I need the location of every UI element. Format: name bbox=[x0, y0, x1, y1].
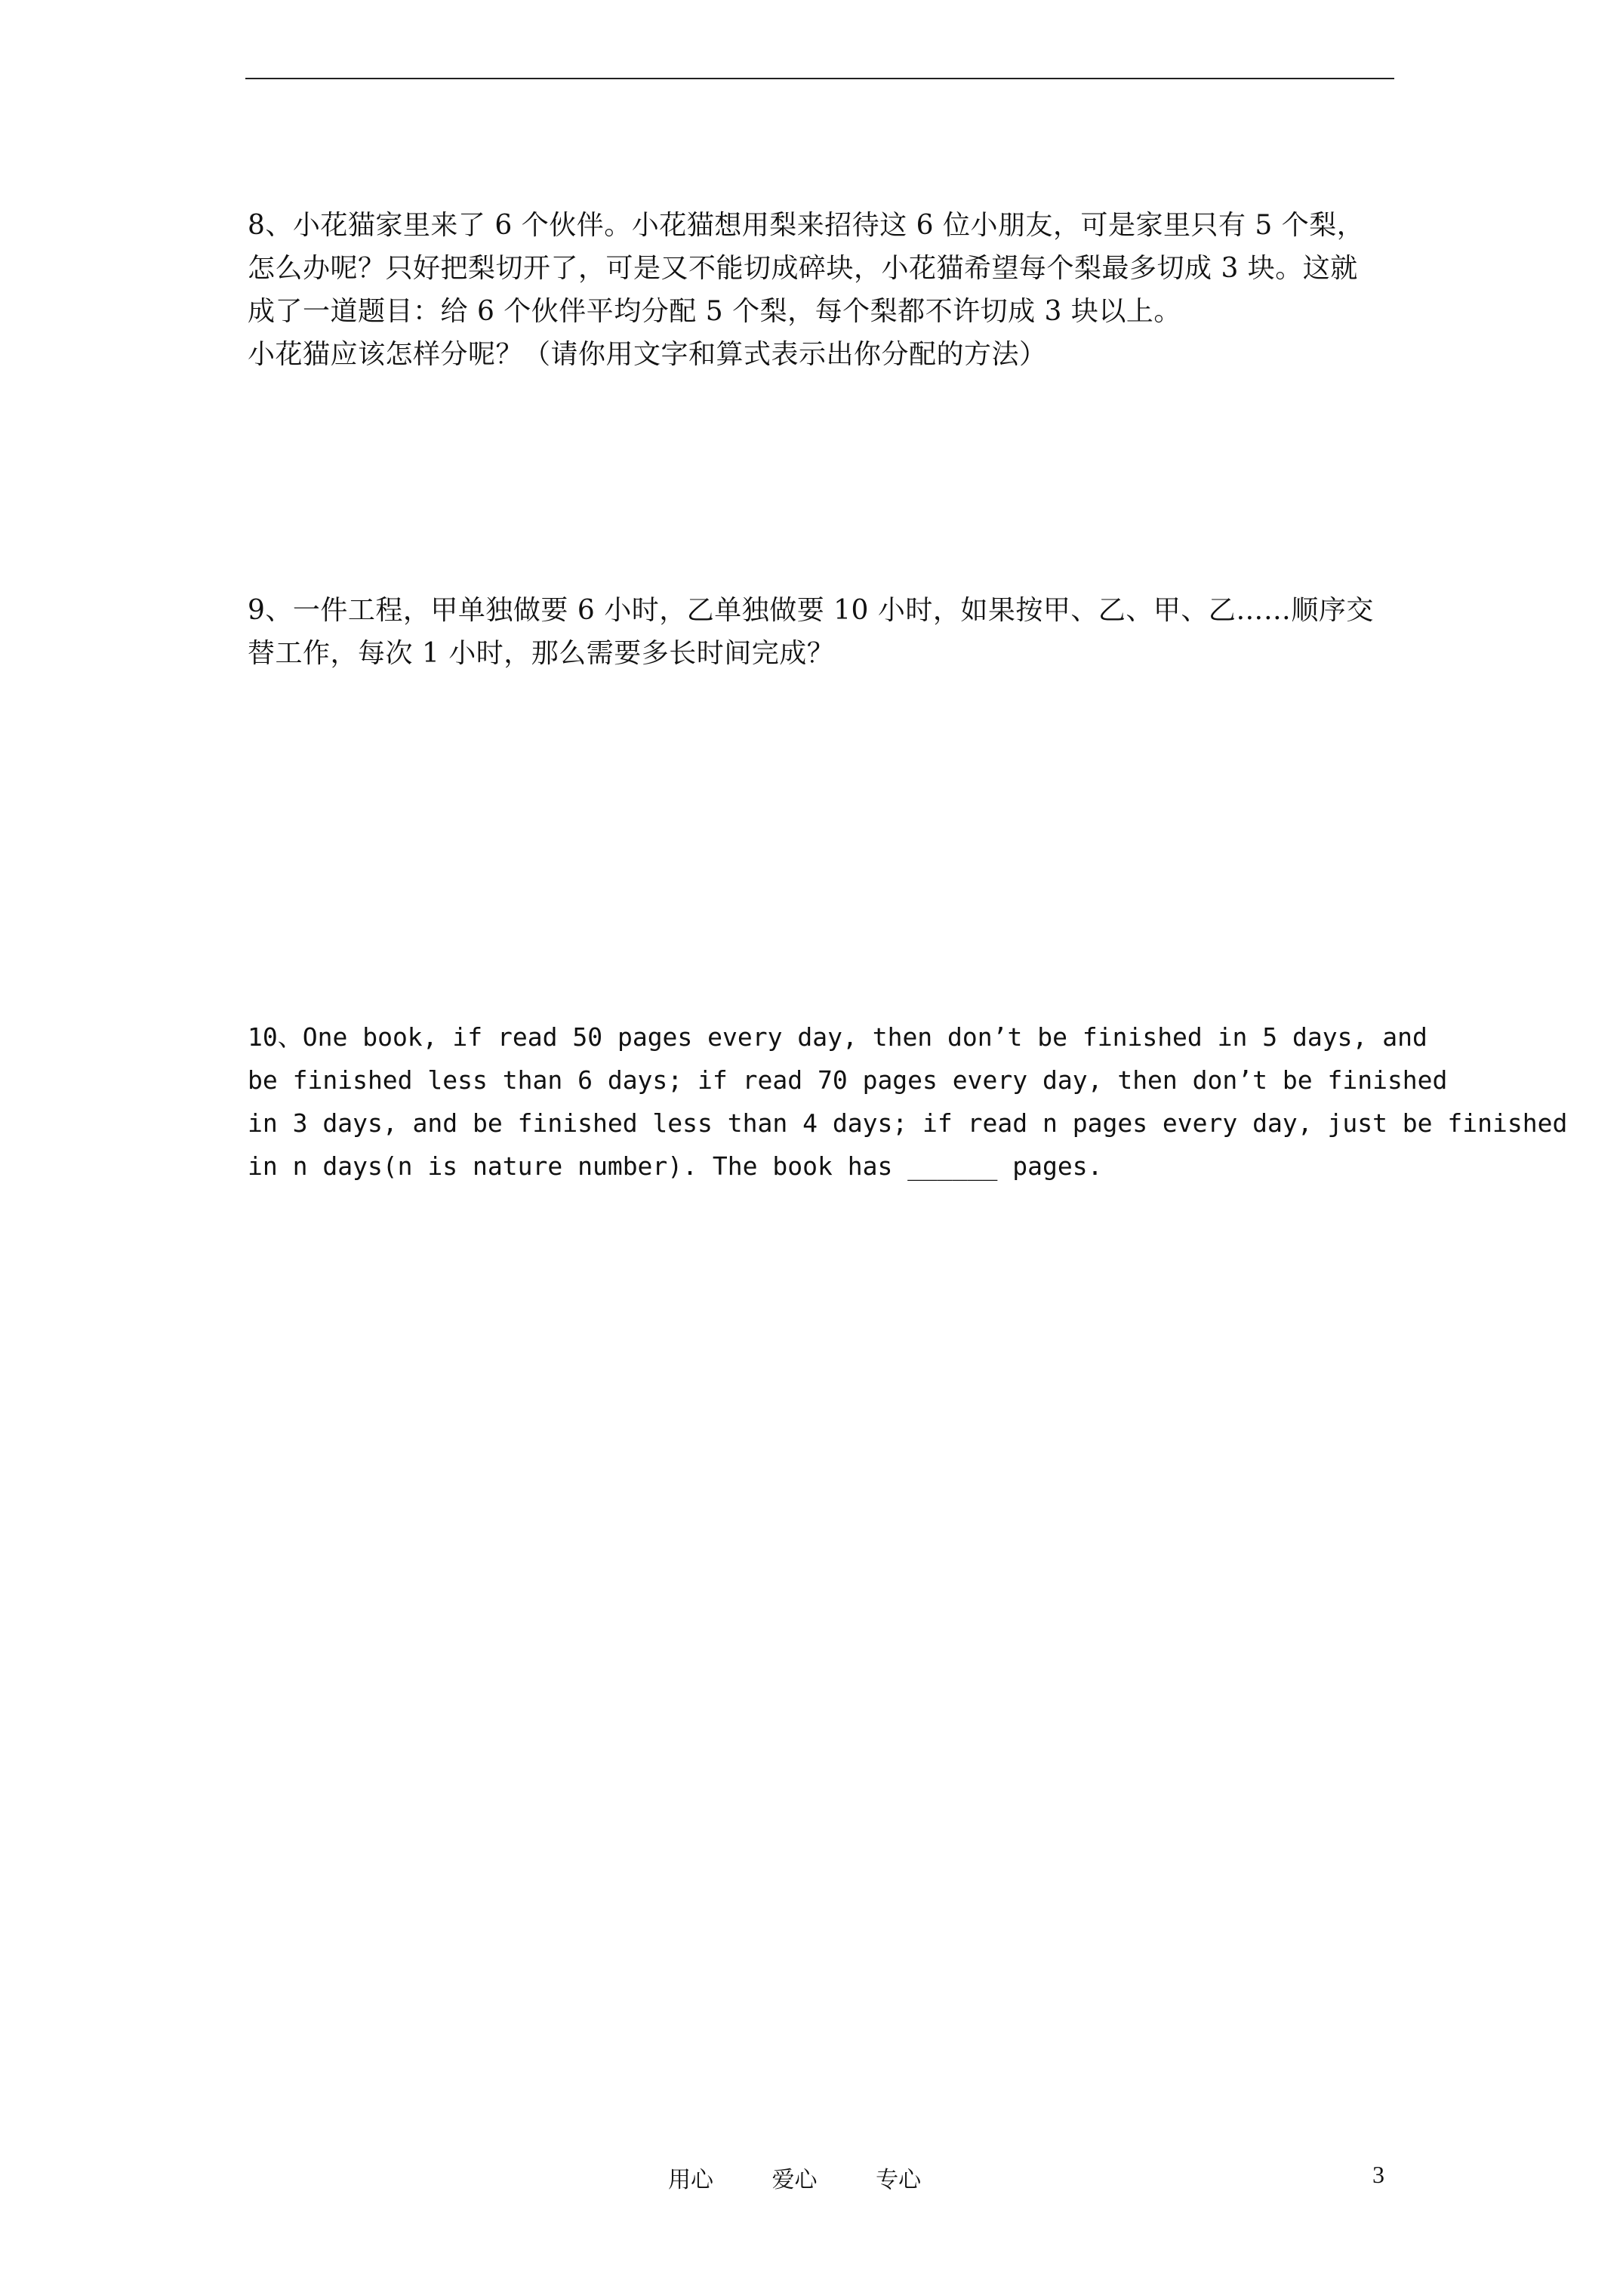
problem-line: 小花猫应该怎样分呢？（请你用文字和算式表示出你分配的方法） bbox=[248, 339, 1047, 370]
problem-10 bbox=[248, 1015, 1568, 1188]
problem-line: 9、一件工程，甲单独做要 6 小时，乙单独做要 10 小时，如果按甲、乙、甲、乙……顺序交 bbox=[248, 595, 1374, 626]
problem-9 bbox=[248, 589, 1395, 675]
problem-line: in 3 days, and be finished less than 4 days; if read n pages every day, just be finished bbox=[248, 1108, 1568, 1138]
footer-slogan-item: 爱心 bbox=[771, 2167, 818, 2193]
problem-line: 8、小花猫家里来了 6 个伙伴。小花猫想用梨来招待这 6 位小朋友，可是家里只有 5 个梨， bbox=[248, 210, 1365, 241]
footer-slogan-item: 专心 bbox=[876, 2167, 922, 2193]
header-rule bbox=[245, 78, 1394, 79]
footer-slogan-item: 用心 bbox=[668, 2167, 713, 2193]
footer-slogan bbox=[668, 2161, 972, 2194]
problem-line: 10、One book, if read 50 pages every day, then don’t be finished in 5 days, and bbox=[248, 1022, 1427, 1052]
page-number: 3 bbox=[1372, 2161, 1384, 2188]
problem-line: in n days(n is nature number). The book has ______ pages. bbox=[248, 1151, 1103, 1181]
problem-line: be finished less than 6 days; if read 70 pages every day, then don’t be finished bbox=[248, 1065, 1448, 1095]
problem-line: 怎么办呢？只好把梨切开了，可是又不能切成碎块，小花猫希望每个梨最多切成 3 块。这就 bbox=[248, 253, 1358, 284]
problem-8 bbox=[248, 204, 1395, 376]
problem-line: 成了一道题目：给 6 个伙伴平均分配 5 个梨，每个梨都不许切成 3 块以上。 bbox=[248, 296, 1181, 327]
problem-line: 替工作，每次 1 小时，那么需要多长时间完成？ bbox=[248, 638, 835, 669]
